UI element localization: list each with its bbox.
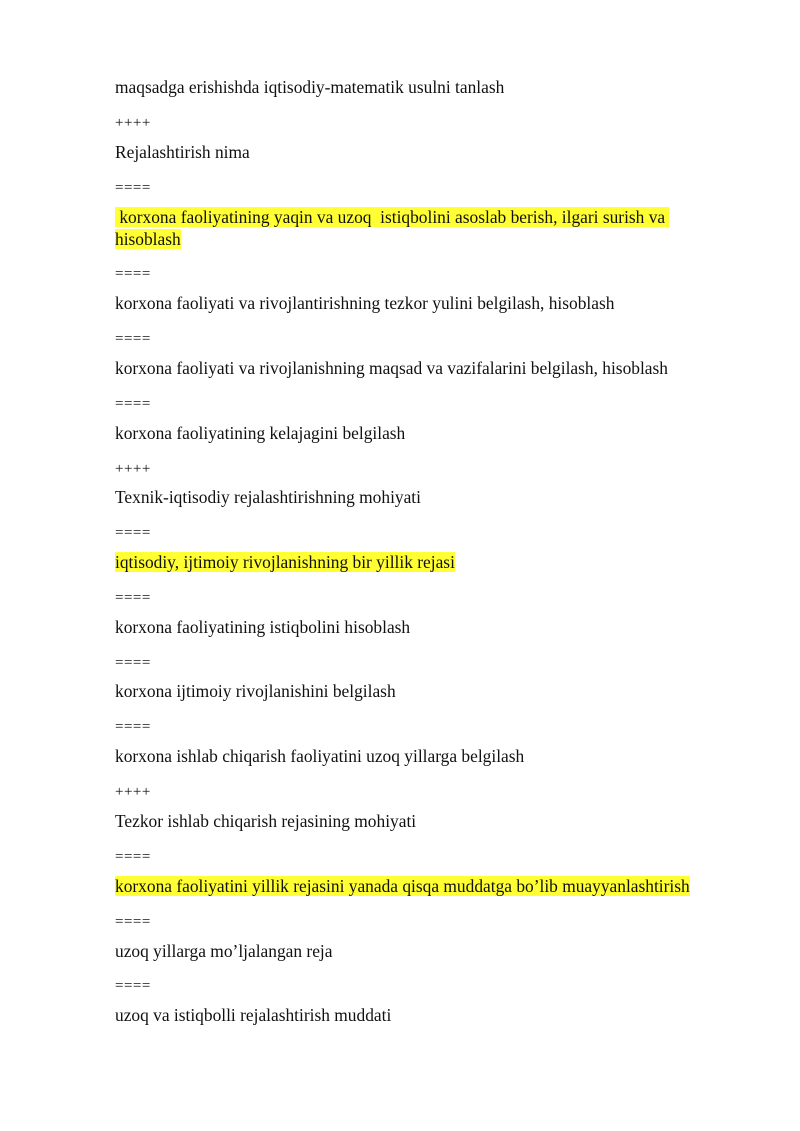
correct-answer-text-continued: [115, 228, 755, 250]
highlighted-text: korxona faoliyatini yillik rejasini yanada qisqa muddatga bo’lib muayyanlashtirish: [115, 876, 690, 896]
highlighted-text: iqtisodiy, ijtimoiy rivojlanishning bir yillik rejasi: [115, 552, 455, 572]
correct-answer-text: [115, 875, 755, 897]
answer-separator: ====: [115, 978, 151, 994]
answer-text: korxona faoliyati va rivojlantirishning tezkor yulini belgilash, hisoblash: [115, 293, 615, 313]
answer-text: uzoq yillarga mo’ljalangan reja: [115, 941, 333, 961]
answer-separator: ====: [115, 266, 151, 282]
answer-separator: ====: [115, 590, 151, 606]
correct-answer-text: [115, 206, 755, 228]
answer-text: korxona faoliyatining kelajagini belgilash: [115, 423, 406, 443]
answer-text: maqsadga erishishda iqtisodiy-matematik usulni tanlash: [115, 77, 505, 97]
question-separator: ++++: [115, 115, 151, 131]
question-separator: ++++: [115, 461, 151, 477]
answer-separator: ====: [115, 719, 151, 735]
answer-separator: ====: [115, 655, 151, 671]
answer-separator: ====: [115, 396, 151, 412]
question-text: Texnik-iqtisodiy rejalashtirishning mohiyati: [115, 487, 421, 507]
answer-text: korxona ishlab chiqarish faoliyatini uzoq yillarga belgilash: [115, 746, 525, 766]
highlighted-text: korxona faoliyatining yaqin va uzoq istiqbolini asoslab berish, ilgari surish va: [115, 207, 670, 227]
answer-separator: ====: [115, 849, 151, 865]
question-text: Rejalashtirish nima: [115, 142, 250, 162]
answer-separator: ====: [115, 180, 151, 196]
highlighted-text: hisoblash: [115, 229, 181, 249]
answer-separator: ====: [115, 331, 151, 347]
answer-text: uzoq va istiqbolli rejalashtirish muddati: [115, 1005, 392, 1025]
answer-text: korxona ijtimoiy rivojlanishini belgilash: [115, 681, 396, 701]
question-separator: ++++: [115, 784, 151, 800]
answer-text: korxona faoliyatining istiqbolini hisoblash: [115, 617, 411, 637]
question-text: Tezkor ishlab chiqarish rejasining mohiyati: [115, 811, 417, 831]
answer-separator: ====: [115, 525, 151, 541]
answer-separator: ====: [115, 914, 151, 930]
answer-text: korxona faoliyati va rivojlanishning maqsad va vazifalarini belgilash, hisoblash: [115, 358, 668, 378]
correct-answer-text: [115, 551, 755, 573]
